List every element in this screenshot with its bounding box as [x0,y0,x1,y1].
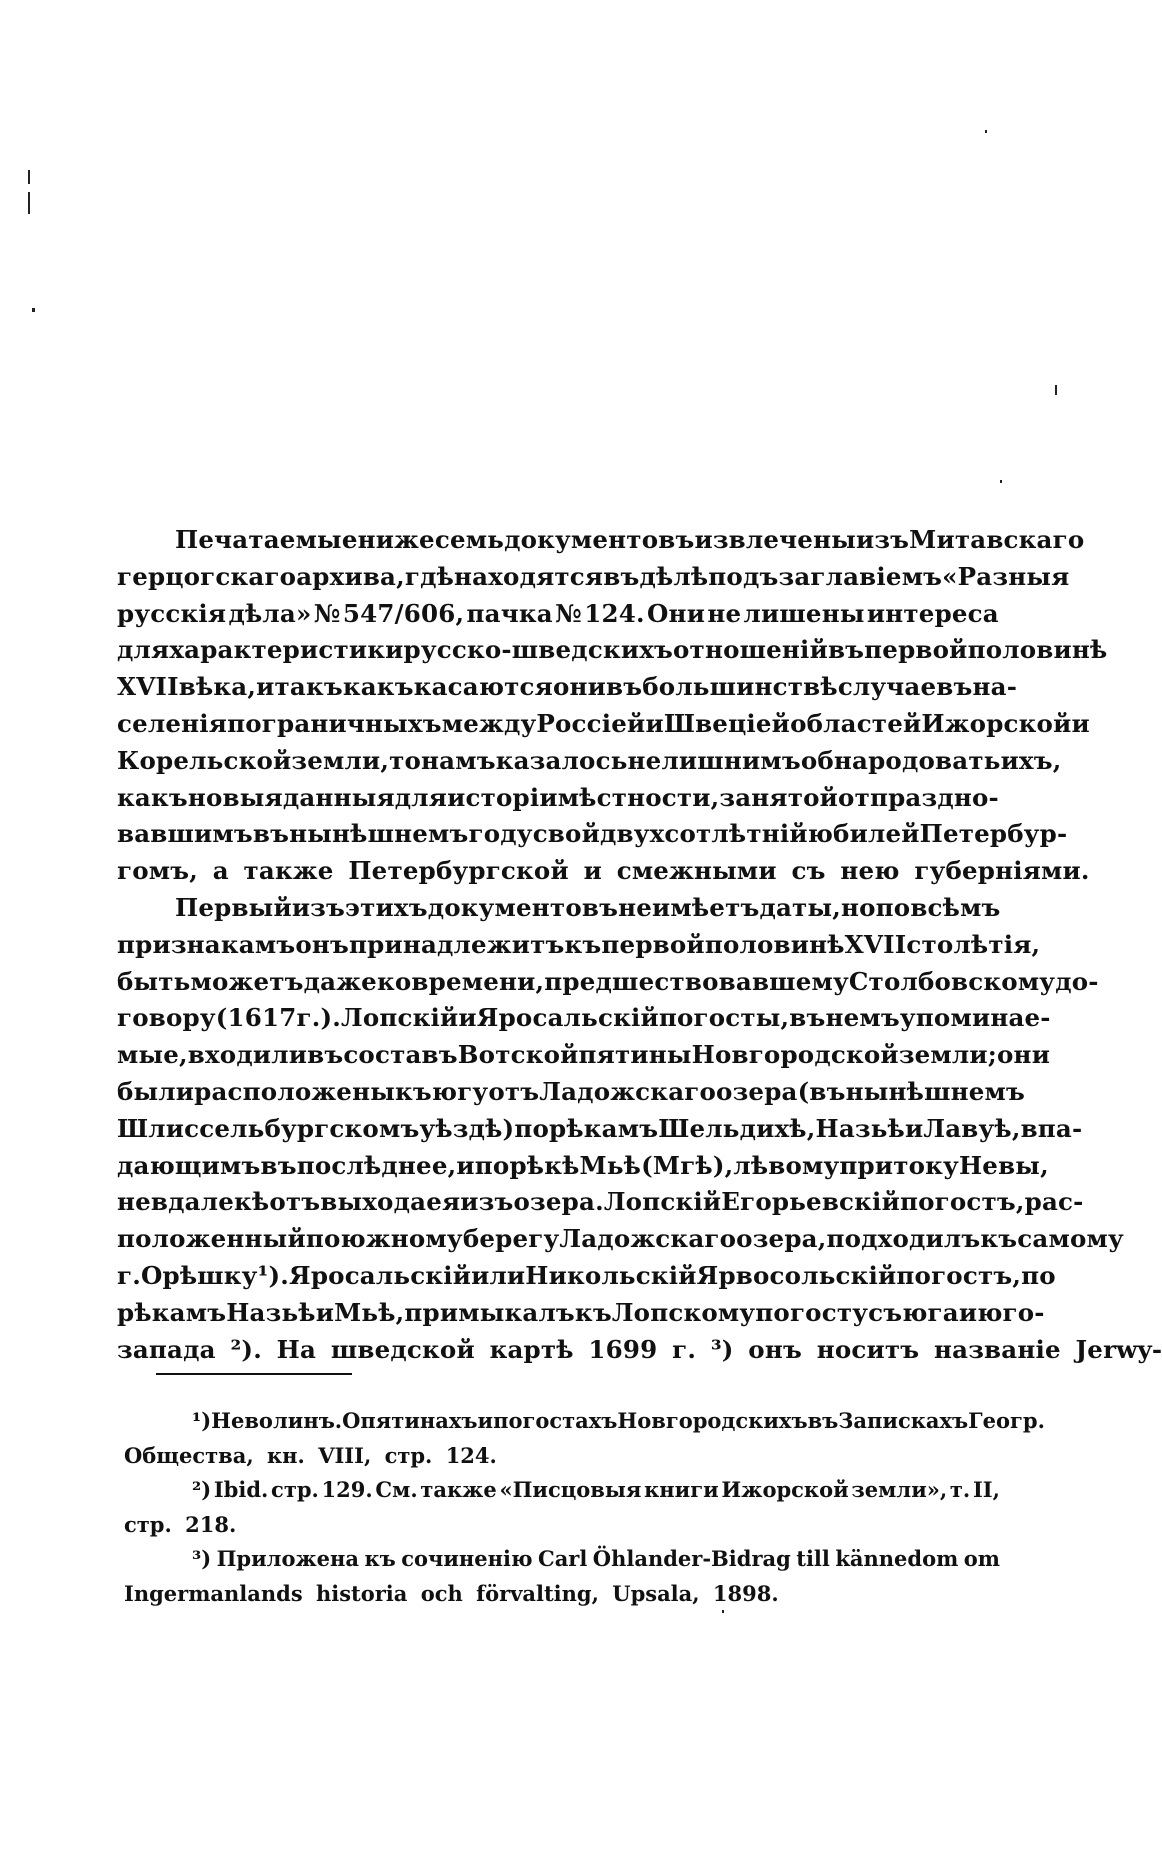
text-line: вавшимъ въ нынѣшнемъ году свой двухсотлѣтній юбилей Петербур- [117,819,1068,849]
text-line: Корельской земли, то намъ казалось не лишнимъ обнародовать ихъ, [117,745,1062,775]
footnote-line: ¹) Неволинъ. О пятинахъ и погостахъ Новгородскихъ въ Запискахъ Геогр. [192,1408,1045,1433]
text-line: Шлиссельбургскомъ уѣздѣ) по рѣкамъ Шельдихѣ, Назьѣ и Лавуѣ, впа- [117,1113,1083,1143]
footnote-line: Общества, кн. VIII, стр. 124. [124,1442,497,1468]
text-line: г. Орѣшку ¹). Яросальскій или Никольскій Ярвосольскій погостъ, по [117,1260,1056,1290]
scan-speck [985,130,987,133]
text-line: признакамъ онъ принадлежитъ къ первой половинѣ XVII столѣтія, [117,929,1041,959]
footnote-line: ³) Приложена къ сочиненію Carl Öhlander-Bidrag till kännedom om [192,1546,1000,1571]
main-text [117,522,1162,1368]
text-line: были расположены къ югу отъ Ладожскаго озера (въ нынѣшнемъ [117,1076,1026,1106]
text-line: Первый изъ этихъ документовъ не имѣетъ даты, но по всѣмъ [175,892,1001,922]
footnote-line: Ingermanlands historia och förvalting, Upsala, 1898. [124,1580,779,1606]
text-line: какъ новыя данныя для исторіи мѣстности, занятой отпраздно- [117,782,999,812]
text-line: XVII вѣка, и такъ какъ касаются они въ большинствѣ случаевъ на- [117,672,1018,702]
text-line: герцогскаго архива, гдѣ находятся въ дѣлѣ подъ заглавіемъ «Разныя [117,561,1070,591]
text-line: для характеристики русско-шведскихъ отношеній въ первой половинѣ [117,635,1108,665]
text-line: говору (1617 г.). Лопскій и Яросальскій погосты, въ немъ упоминае- [117,1003,1051,1033]
text-line: Печатаемые ниже семь документовъ извлечены изъ Митавскаго [175,525,1085,554]
text-line: мые, входили въ составъ Вотской пятины Новгородской земли; они [117,1040,1051,1070]
scan-speck [28,170,30,184]
text-line: быть можетъ даже ко времени, предшествовавшему Столбовскому до- [117,966,1099,996]
text-line: гомъ, а также Петербургской и смежными съ нею губерніями. [117,856,1090,886]
text-line: селенія пограничныхъ между Россіей и Швеціей областей Ижорской и [117,708,1090,738]
text-line: русскія дѣла» № 547/606, пачка № 124. Они не лишены интереса [117,598,999,628]
text-line: положенный по южному берегу Ладожскаго озера, подходилъ къ самому [117,1224,1124,1254]
text-line: рѣкамъ Назьѣ и Мьѣ, примыкалъ къ Лопскому погосту съ юга и юго- [117,1297,1045,1327]
scan-speck [28,192,30,214]
footnote-separator [156,1373,352,1375]
scan-speck [1055,385,1057,395]
text-line: дающимъ въ послѣднее, и по рѣкѣ Мьѣ (Мгѣ), лѣвому притоку Невы, [117,1150,1049,1180]
footnote-line: стр. 218. [124,1511,237,1537]
text-line: запада ²). На шведской картѣ 1699 г. ³) онъ носитъ названіе Jerwy- [117,1334,1162,1364]
scan-speck [32,308,35,312]
scan-speck [1000,480,1002,483]
footnotes [124,1404,1045,1611]
footnote-line: ²) Ibid. стр. 129. См. также «Писцовыя книги Ижорской земли», т. II, [192,1477,1000,1502]
text-line: невдалекѣ отъ выхода ея изъ озера. Лопскій Егорьевскій погостъ, рас- [117,1187,1084,1217]
